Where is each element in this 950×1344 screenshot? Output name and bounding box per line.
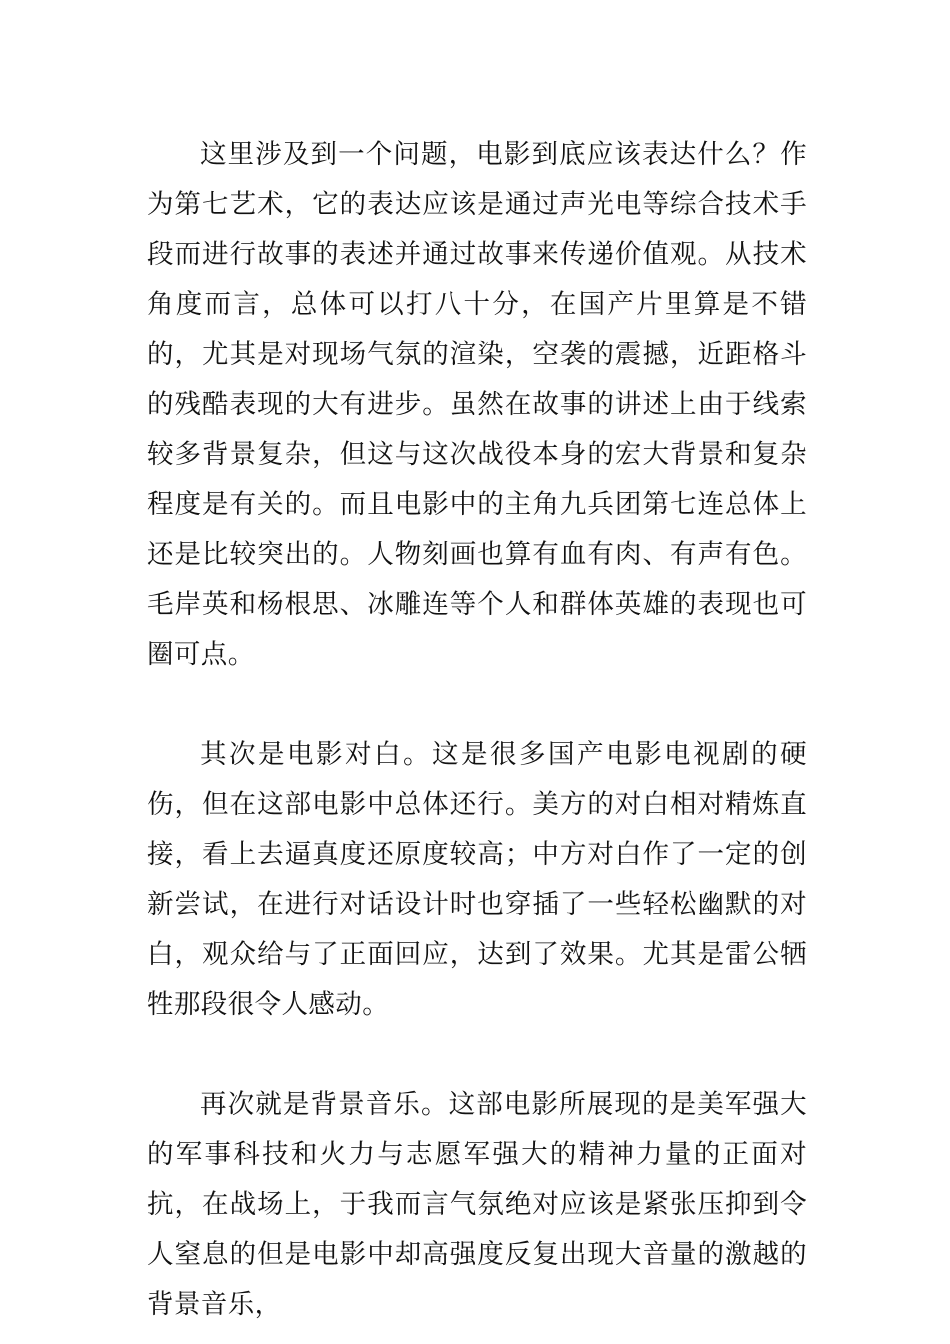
paragraph-technique: 这里涉及到一个问题，电影到底应该表达什么？作为第七艺术，它的表达应该是通过声光电等综合技术手段而进行故事的表述并通过故事来传递价值观。从技术角度而言，总体可以打八十分，在国产片里算是不错的，尤其是对现场气氛的渲染，空袭的震撼，近距格斗的残酷表现的大有进步。虽然在故事的讲述上由于线索较多背景复杂，但这与这次战役本身的宏大背景和复杂程度是有关的。而且电影中的主角九兵团第七连总体上还是比较突出的。人物刻画也算有血有肉、有声有色。毛岸英和杨根思、冰雕连等个人和群体英雄的表现也可圈可点。: [147, 139, 807, 670]
paragraph-music: 再次就是背景音乐。这部电影所展现的是美军强大的军事科技和火力与志愿军强大的精神力量的正面对抗，在战场上，于我而言气氛绝对应该是紧张压抑到令人窒息的但是电影中却高强度反复出现大音量的激越的背景音乐，: [147, 1089, 807, 1320]
document-body: [147, 130, 807, 1330]
paragraph-dialogue: 其次是电影对白。这是很多国产电影电视剧的硬伤，但在这部电影中总体还行。美方的对白相对精炼直接，看上去逼真度还原度较高；中方对白作了一定的创新尝试，在进行对话设计时也穿插了一些轻松幽默的对白，观众给与了正面回应，达到了效果。尤其是雷公牺牲那段很令人感动。: [147, 739, 807, 1020]
